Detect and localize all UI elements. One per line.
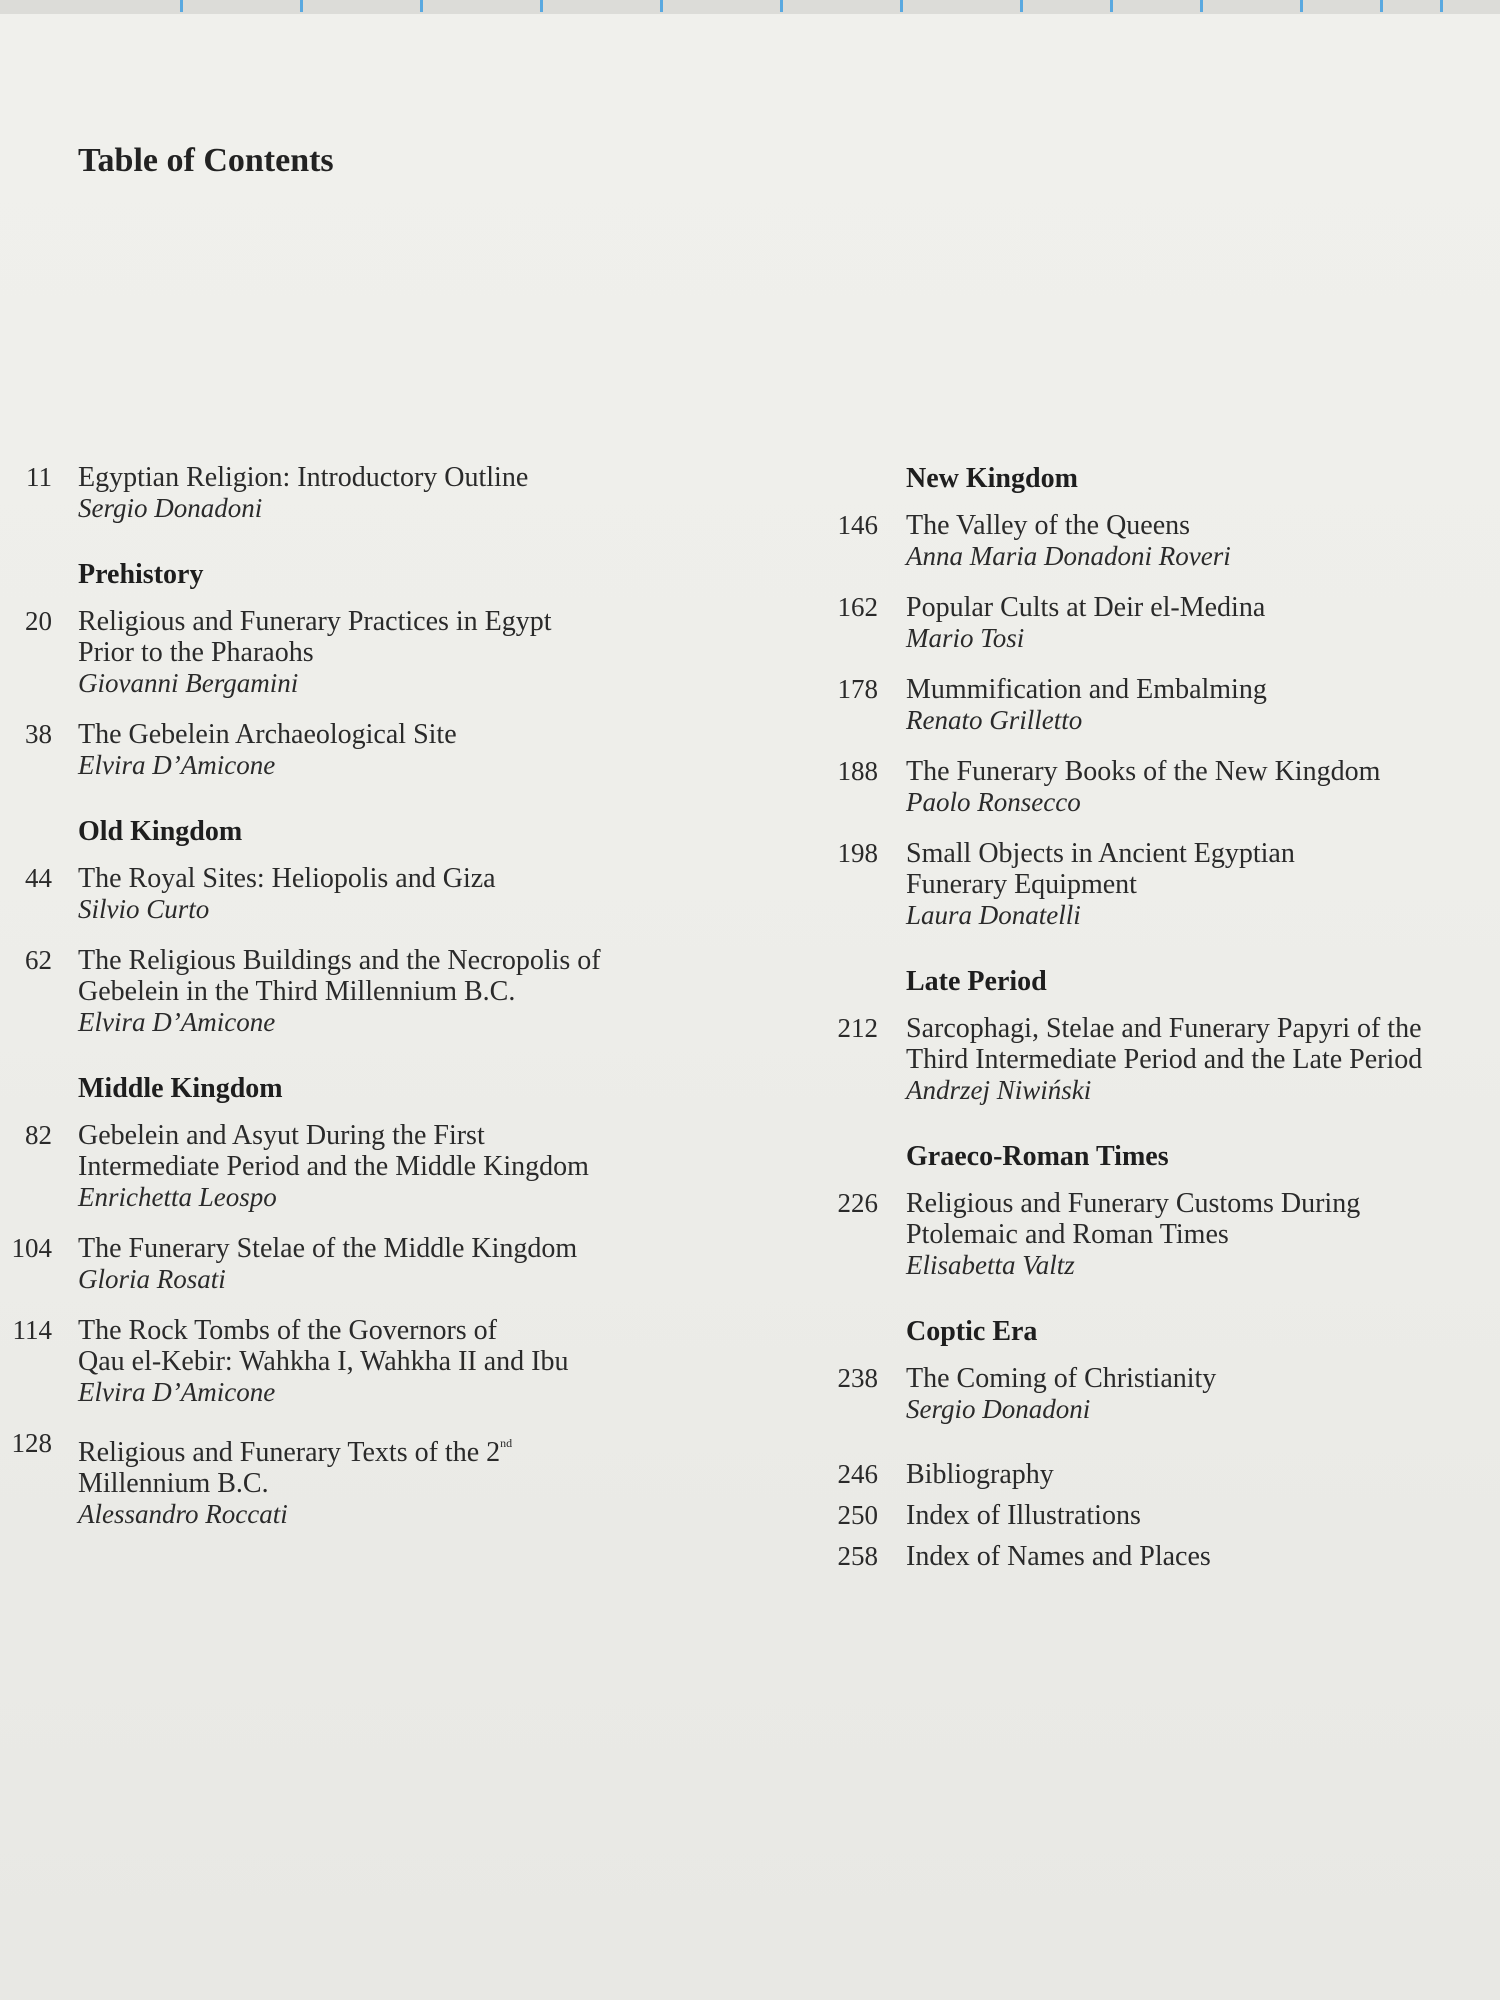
- section-heading-old-kingdom: Old Kingdom: [78, 816, 243, 847]
- toc-entry[interactable]: [0, 462, 690, 524]
- entry-title-continued: Third Intermediate Period and the Late Period: [906, 1044, 1423, 1075]
- entry-author: Giovanni Bergamini: [78, 668, 299, 698]
- toc-entry[interactable]: [0, 863, 690, 925]
- page-number: 212: [837, 1013, 878, 1043]
- entry-title: Index of Illustrations: [906, 1500, 1141, 1531]
- entry-title: The Religious Buildings and the Necropolis of: [78, 945, 601, 976]
- page-number: 146: [837, 510, 878, 540]
- entry-title: Sarcophagi, Stelae and Funerary Papyri of the: [906, 1013, 1422, 1044]
- entry-author: Silvio Curto: [78, 894, 210, 924]
- entry-title: Popular Cults at Deir el-Medina: [906, 592, 1266, 623]
- toc-entry[interactable]: [820, 1188, 1500, 1281]
- entry-title: The Funerary Books of the New Kingdom: [906, 756, 1381, 787]
- entry-title: The Coming of Christianity: [906, 1363, 1217, 1394]
- toc-entry[interactable]: [0, 1120, 690, 1213]
- entry-title-text: Religious and Funerary Texts of the 2: [78, 1437, 501, 1468]
- section-heading-middle-kingdom: Middle Kingdom: [78, 1073, 283, 1104]
- section-heading-late-period: Late Period: [906, 966, 1047, 997]
- toc-entry[interactable]: [0, 1315, 690, 1408]
- page-number: 198: [837, 838, 878, 868]
- entry-title-continued: Gebelein in the Third Millennium B.C.: [78, 976, 516, 1007]
- page-number: 178: [837, 674, 878, 704]
- entry-title: Mummification and Embalming: [906, 674, 1267, 705]
- section-heading-coptic-era: Coptic Era: [906, 1316, 1038, 1347]
- page-number: 246: [837, 1459, 878, 1489]
- entry-title-continued: Funerary Equipment: [906, 869, 1137, 900]
- entry-author: Renato Grilletto: [906, 705, 1083, 735]
- page-number: 258: [837, 1541, 878, 1571]
- page-number: 250: [837, 1500, 878, 1530]
- toc-entry[interactable]: [820, 838, 1500, 931]
- entry-title: [78, 1428, 690, 1468]
- page-title: Table of Contents: [78, 142, 334, 179]
- toc-entry[interactable]: [0, 606, 690, 699]
- entry-title: The Rock Tombs of the Governors of: [78, 1315, 498, 1346]
- entry-title: Religious and Funerary Customs During: [906, 1188, 1361, 1219]
- entry-title: The Funerary Stelae of the Middle Kingdom: [78, 1233, 578, 1264]
- toc-entry[interactable]: [820, 674, 1500, 736]
- page-number: 188: [837, 756, 878, 786]
- entry-author: Elvira D’Amicone: [78, 750, 276, 780]
- entry-author: Elvira D’Amicone: [78, 1007, 276, 1037]
- section-heading-prehistory: Prehistory: [78, 559, 204, 590]
- entry-title: The Gebelein Archaeological Site: [78, 719, 457, 750]
- entry-title: Small Objects in Ancient Egyptian: [906, 838, 1295, 869]
- toc-entry[interactable]: [820, 1013, 1500, 1106]
- toc-entry-bibliography[interactable]: [820, 1459, 1500, 1490]
- page-number: 114: [12, 1315, 52, 1345]
- entry-title: Gebelein and Asyut During the First: [78, 1120, 485, 1151]
- entry-author: Gloria Rosati: [78, 1264, 226, 1294]
- toc-right-column: [820, 462, 1500, 1582]
- page-number: 162: [837, 592, 878, 622]
- page-number: 62: [25, 945, 52, 975]
- ordinal-suffix: nd: [500, 1436, 513, 1450]
- toc-entry[interactable]: [820, 510, 1500, 572]
- page-number: 226: [837, 1188, 878, 1218]
- page-number: 238: [837, 1363, 878, 1393]
- entry-title-continued: Millennium B.C.: [78, 1468, 269, 1499]
- entry-title: Religious and Funerary Practices in Egypt: [78, 606, 552, 637]
- entry-author: Andrzej Niwiński: [906, 1075, 1092, 1105]
- toc-entry-index-illustrations[interactable]: [820, 1500, 1500, 1531]
- toc-entry[interactable]: [0, 719, 690, 781]
- toc-entry[interactable]: [0, 1428, 690, 1530]
- toc-entry[interactable]: [0, 1233, 690, 1295]
- entry-title-continued: Ptolemaic and Roman Times: [906, 1219, 1229, 1250]
- top-page-edge: [0, 0, 1500, 14]
- entry-title-continued: Prior to the Pharaohs: [78, 637, 314, 668]
- entry-title-continued: Intermediate Period and the Middle Kingdom: [78, 1151, 589, 1182]
- page-number: 38: [25, 719, 52, 749]
- entry-author: Elvira D’Amicone: [78, 1377, 276, 1407]
- entry-author: Sergio Donadoni: [78, 493, 263, 523]
- entry-author: Laura Donatelli: [906, 900, 1081, 930]
- section-heading-new-kingdom: New Kingdom: [906, 463, 1078, 494]
- entry-title: Bibliography: [906, 1459, 1054, 1490]
- back-matter-list: [820, 1459, 1500, 1572]
- toc-entry[interactable]: [0, 945, 690, 1038]
- entry-title-continued: Qau el-Kebir: Wahkha I, Wahkha II and Ibu: [78, 1346, 569, 1377]
- page-number: 104: [11, 1233, 52, 1263]
- entry-author: Alessandro Roccati: [78, 1499, 288, 1529]
- page-number: 82: [25, 1120, 52, 1150]
- toc-entry[interactable]: [820, 756, 1500, 818]
- page-number: 128: [11, 1428, 52, 1458]
- page-number: 44: [25, 863, 52, 893]
- page-number: 20: [25, 606, 52, 636]
- toc-entry[interactable]: [820, 1363, 1500, 1425]
- toc-entry[interactable]: [820, 592, 1500, 654]
- section-heading-graeco-roman: Graeco-Roman Times: [906, 1141, 1169, 1172]
- entry-author: Mario Tosi: [906, 623, 1025, 653]
- entry-title: The Valley of the Queens: [906, 510, 1191, 541]
- entry-author: Elisabetta Valtz: [906, 1250, 1075, 1280]
- entry-title: Index of Names and Places: [906, 1541, 1211, 1572]
- page-number: 11: [26, 462, 52, 492]
- entry-author: Enrichetta Leospo: [78, 1182, 277, 1212]
- entry-title: Egyptian Religion: Introductory Outline: [78, 462, 529, 493]
- toc-entry-index-names[interactable]: [820, 1541, 1500, 1572]
- toc-left-column: [0, 462, 690, 1550]
- entry-author: Paolo Ronsecco: [906, 787, 1081, 817]
- entry-author: Sergio Donadoni: [906, 1394, 1091, 1424]
- entry-author: Anna Maria Donadoni Roveri: [906, 541, 1231, 571]
- entry-title: The Royal Sites: Heliopolis and Giza: [78, 863, 496, 894]
